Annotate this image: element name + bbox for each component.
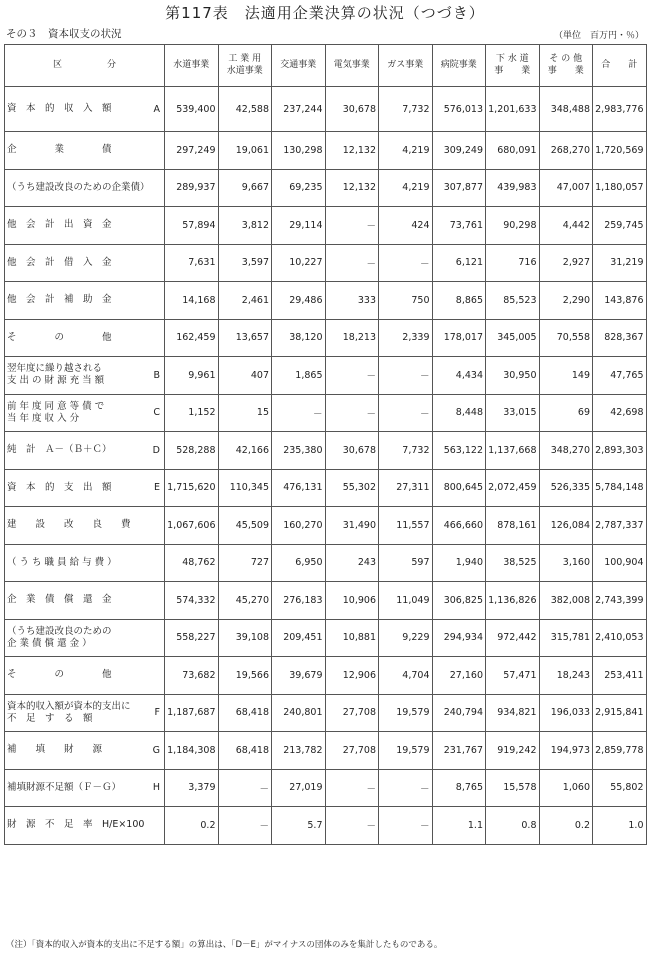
table-cell: 574,332	[165, 582, 219, 620]
table-cell: 2,339	[379, 319, 433, 357]
table-cell: 382,008	[539, 582, 593, 620]
table-cell: 1,184,308	[165, 732, 219, 770]
table-cell: －	[272, 394, 326, 432]
table-cell: 27,160	[432, 657, 486, 695]
table-cell: 73,682	[165, 657, 219, 695]
table-cell: 2,927	[539, 244, 593, 282]
header-column: そ の 他 事 業	[539, 45, 593, 87]
header-column: 電気事業	[325, 45, 379, 87]
table-cell: －	[218, 769, 272, 807]
table-cell: 919,242	[486, 732, 540, 770]
row-label	[5, 469, 165, 507]
row-code: E	[153, 482, 160, 494]
capital-balance-table	[4, 44, 647, 845]
row-label-text: 他 会 計 借 入 金	[7, 256, 112, 268]
table-cell: 30,950	[486, 357, 540, 395]
table-cell: 12,906	[325, 657, 379, 695]
row-label	[5, 694, 165, 732]
row-label-text: 前 年 度 同 意 等 債 で 当 年 度 収 入 分	[7, 400, 105, 424]
row-label	[5, 244, 165, 282]
row-label-text: 資 本 的 収 入 額	[7, 103, 112, 115]
row-label-text: 建 設 改 良 費	[7, 519, 131, 531]
table-cell: 42,698	[593, 394, 647, 432]
table-cell: 47,765	[593, 357, 647, 395]
header-column: 交通事業	[272, 45, 326, 87]
table-cell: 558,227	[165, 619, 219, 657]
table-row	[5, 432, 647, 470]
table-cell: 333	[325, 282, 379, 320]
table-cell: 934,821	[486, 694, 540, 732]
row-label	[5, 394, 165, 432]
table-cell: 309,249	[432, 132, 486, 170]
row-label-text: そ の 他	[7, 331, 112, 343]
table-cell: 716	[486, 244, 540, 282]
table-cell: 526,335	[539, 469, 593, 507]
table-row	[5, 507, 647, 545]
table-header-row	[5, 45, 647, 87]
table-cell: 4,219	[379, 132, 433, 170]
table-cell: －	[325, 807, 379, 845]
row-label	[5, 319, 165, 357]
row-label	[5, 544, 165, 582]
row-code: D	[152, 444, 160, 456]
table-cell: 7,732	[379, 432, 433, 470]
table-cell: 268,270	[539, 132, 593, 170]
table-row	[5, 282, 647, 320]
table-cell: 289,937	[165, 169, 219, 207]
table-cell: 2,743,399	[593, 582, 647, 620]
table-cell: 194,973	[539, 732, 593, 770]
table-cell: 27,708	[325, 694, 379, 732]
table-cell: 2,859,778	[593, 732, 647, 770]
table-cell: 15,578	[486, 769, 540, 807]
table-cell: 5.7	[272, 807, 326, 845]
row-label-text: （うち建設改良のための企業債）	[7, 181, 150, 193]
table-cell: 563,122	[432, 432, 486, 470]
table-cell: 7,631	[165, 244, 219, 282]
table-cell: 235,380	[272, 432, 326, 470]
table-row	[5, 87, 647, 132]
table-cell: 1.0	[593, 807, 647, 845]
table-cell: 10,227	[272, 244, 326, 282]
table-cell: 68,418	[218, 732, 272, 770]
table-cell: 48,762	[165, 544, 219, 582]
header-column: 合 計	[593, 45, 647, 87]
table-cell: 12,132	[325, 169, 379, 207]
table-cell: 727	[218, 544, 272, 582]
unit-label: （単位 百万円・％）	[553, 31, 644, 41]
table-cell: 828,367	[593, 319, 647, 357]
table-cell: 315,781	[539, 619, 593, 657]
table-cell: 9,229	[379, 619, 433, 657]
table-cell: 307,877	[432, 169, 486, 207]
table-cell: 1,060	[539, 769, 593, 807]
table-cell: 14,168	[165, 282, 219, 320]
table-cell: 345,005	[486, 319, 540, 357]
table-row	[5, 469, 647, 507]
table-cell: 31,219	[593, 244, 647, 282]
table-cell: 1,865	[272, 357, 326, 395]
table-cell: 297,249	[165, 132, 219, 170]
table-cell: 424	[379, 207, 433, 245]
table-cell: －	[379, 394, 433, 432]
table-cell: 4,704	[379, 657, 433, 695]
row-label	[5, 582, 165, 620]
table-cell: 15	[218, 394, 272, 432]
table-cell: 42,588	[218, 87, 272, 132]
table-cell: 1,152	[165, 394, 219, 432]
row-label-text: 財 源 不 足 率 H/E×100	[7, 819, 145, 831]
table-cell: 45,270	[218, 582, 272, 620]
table-cell: 253,411	[593, 657, 647, 695]
table-cell: 18,213	[325, 319, 379, 357]
table-cell: 38,120	[272, 319, 326, 357]
table-row	[5, 732, 647, 770]
table-cell: 5,784,148	[593, 469, 647, 507]
table-row	[5, 694, 647, 732]
table-cell: 196,033	[539, 694, 593, 732]
table-cell: 2,983,776	[593, 87, 647, 132]
row-label	[5, 769, 165, 807]
table-cell: 528,288	[165, 432, 219, 470]
header-column: 工 業 用 水道事業	[218, 45, 272, 87]
table-cell: 1,067,606	[165, 507, 219, 545]
table-cell: 3,597	[218, 244, 272, 282]
table-cell: 19,061	[218, 132, 272, 170]
table-row	[5, 769, 647, 807]
table-cell: 69,235	[272, 169, 326, 207]
table-cell: －	[325, 207, 379, 245]
row-label-text: （うち建設改良のための 企 業 債 償 還 金 ）	[7, 625, 112, 649]
table-cell: 12,132	[325, 132, 379, 170]
table-cell: 0.2	[165, 807, 219, 845]
table-cell: 18,243	[539, 657, 593, 695]
table-cell: 2,072,459	[486, 469, 540, 507]
row-label-text: 純 計 Ａ－（Ｂ＋Ｃ）	[7, 444, 112, 456]
row-label-text: そ の 他	[7, 669, 112, 681]
table-row	[5, 582, 647, 620]
header-column: 水道事業	[165, 45, 219, 87]
table-cell: 1,940	[432, 544, 486, 582]
table-cell: 57,471	[486, 657, 540, 695]
row-label	[5, 432, 165, 470]
table-cell: 4,434	[432, 357, 486, 395]
table-cell: －	[325, 769, 379, 807]
table-cell: 2,410,053	[593, 619, 647, 657]
table-cell: 1,180,057	[593, 169, 647, 207]
table-cell: 800,645	[432, 469, 486, 507]
table-cell: 3,379	[165, 769, 219, 807]
row-label	[5, 207, 165, 245]
table-cell: 149	[539, 357, 593, 395]
table-cell: 597	[379, 544, 433, 582]
table-cell: 19,579	[379, 694, 433, 732]
table-cell: 1.1	[432, 807, 486, 845]
table-row	[5, 544, 647, 582]
table-cell: 243	[325, 544, 379, 582]
table-cell: 110,345	[218, 469, 272, 507]
row-label-text: 他 会 計 補 助 金	[7, 294, 112, 306]
table-cell: 30,678	[325, 87, 379, 132]
table-cell: 576,013	[432, 87, 486, 132]
table-cell: 348,270	[539, 432, 593, 470]
table-cell: 70,558	[539, 319, 593, 357]
row-label-text: 他 会 計 出 資 金	[7, 219, 112, 231]
table-cell: 231,767	[432, 732, 486, 770]
table-row	[5, 244, 647, 282]
table-cell: 878,161	[486, 507, 540, 545]
table-cell: 8,865	[432, 282, 486, 320]
table-cell: 31,490	[325, 507, 379, 545]
table-cell: 294,934	[432, 619, 486, 657]
table-cell: 27,708	[325, 732, 379, 770]
table-cell: 237,244	[272, 87, 326, 132]
table-cell: 240,794	[432, 694, 486, 732]
table-row	[5, 169, 647, 207]
table-cell: 69	[539, 394, 593, 432]
table-cell: 11,557	[379, 507, 433, 545]
table-cell: 259,745	[593, 207, 647, 245]
table-cell: 11,049	[379, 582, 433, 620]
table-cell: 1,715,620	[165, 469, 219, 507]
table-cell: 8,448	[432, 394, 486, 432]
table-cell: 1,136,826	[486, 582, 540, 620]
table-cell: 4,219	[379, 169, 433, 207]
table-cell: －	[379, 807, 433, 845]
table-cell: 39,108	[218, 619, 272, 657]
table-cell: 0.2	[539, 807, 593, 845]
table-cell: 27,019	[272, 769, 326, 807]
table-row	[5, 807, 647, 845]
table-cell: 2,290	[539, 282, 593, 320]
table-cell: 33,015	[486, 394, 540, 432]
table-cell: －	[325, 394, 379, 432]
row-label	[5, 357, 165, 395]
table-cell: －	[325, 244, 379, 282]
table-cell: 750	[379, 282, 433, 320]
row-label	[5, 619, 165, 657]
table-cell: 0.8	[486, 807, 540, 845]
table-cell: 126,084	[539, 507, 593, 545]
table-cell: 407	[218, 357, 272, 395]
table-cell: 13,657	[218, 319, 272, 357]
table-cell: 7,732	[379, 87, 433, 132]
row-code: C	[153, 407, 160, 419]
table-cell: 85,523	[486, 282, 540, 320]
table-row	[5, 394, 647, 432]
table-cell: 476,131	[272, 469, 326, 507]
row-label	[5, 507, 165, 545]
table-cell: 276,183	[272, 582, 326, 620]
table-cell: 57,894	[165, 207, 219, 245]
table-cell: 178,017	[432, 319, 486, 357]
table-cell: 143,876	[593, 282, 647, 320]
table-cell: 10,881	[325, 619, 379, 657]
table-row	[5, 319, 647, 357]
table-cell: 27,311	[379, 469, 433, 507]
table-cell: 3,812	[218, 207, 272, 245]
row-label	[5, 87, 165, 132]
table-cell: －	[379, 357, 433, 395]
table-cell: －	[325, 357, 379, 395]
header-column: ガス事業	[379, 45, 433, 87]
table-cell: 240,801	[272, 694, 326, 732]
header-category: 区 分	[5, 45, 165, 87]
row-label	[5, 169, 165, 207]
row-label	[5, 282, 165, 320]
table-cell: 9,961	[165, 357, 219, 395]
row-label	[5, 732, 165, 770]
table-cell: 6,121	[432, 244, 486, 282]
table-row	[5, 357, 647, 395]
row-label	[5, 657, 165, 695]
row-label-text: 翌年度に繰り越される 支 出 の 財 源 充 当 額	[7, 363, 105, 387]
table-cell: 972,442	[486, 619, 540, 657]
table-cell: 162,459	[165, 319, 219, 357]
table-cell: 90,298	[486, 207, 540, 245]
table-cell: 2,461	[218, 282, 272, 320]
row-code: F	[154, 707, 160, 719]
table-row	[5, 132, 647, 170]
table-cell: －	[379, 769, 433, 807]
table-cell: 2,915,841	[593, 694, 647, 732]
table-cell: 2,787,337	[593, 507, 647, 545]
row-code: H	[152, 782, 160, 794]
table-cell: 55,302	[325, 469, 379, 507]
table-cell: －	[379, 244, 433, 282]
table-cell: 55,802	[593, 769, 647, 807]
row-label-text: 企 業 債	[7, 144, 112, 156]
table-cell: 130,298	[272, 132, 326, 170]
table-cell: 19,579	[379, 732, 433, 770]
row-code: G	[152, 744, 160, 756]
table-cell: 100,904	[593, 544, 647, 582]
table-cell: 3,160	[539, 544, 593, 582]
table-cell: 6,950	[272, 544, 326, 582]
table-row	[5, 207, 647, 245]
table-cell: 348,488	[539, 87, 593, 132]
table-cell: 73,761	[432, 207, 486, 245]
table-cell: 160,270	[272, 507, 326, 545]
table-cell: 30,678	[325, 432, 379, 470]
table-cell: 29,486	[272, 282, 326, 320]
table-cell: 680,091	[486, 132, 540, 170]
table-cell: 1,187,687	[165, 694, 219, 732]
table-cell: 1,201,633	[486, 87, 540, 132]
footnote: （注）「資本的収入が資本的支出に不足する額」の算出は、「D－E」がマイナスの団体のみを集計したものである。	[6, 940, 443, 950]
row-label	[5, 132, 165, 170]
row-code: A	[153, 103, 160, 115]
table-cell: 8,765	[432, 769, 486, 807]
row-code: B	[153, 369, 160, 381]
row-label	[5, 807, 165, 845]
row-label-text: 補填財源不足額（Ｆ－Ｇ）	[7, 781, 122, 793]
table-cell: 4,442	[539, 207, 593, 245]
table-cell: 1,720,569	[593, 132, 647, 170]
table-cell: 539,400	[165, 87, 219, 132]
row-label-text: 補 填 財 源	[7, 744, 103, 756]
table-cell: －	[218, 807, 272, 845]
header-column: 病院事業	[432, 45, 486, 87]
table-cell: 9,667	[218, 169, 272, 207]
row-label-text: 企 業 債 償 還 金	[7, 594, 112, 606]
table-cell: 10,906	[325, 582, 379, 620]
row-label-text: （ う ち 職 員 給 与 費 ）	[7, 556, 117, 568]
table-cell: 42,166	[218, 432, 272, 470]
table-cell: 38,525	[486, 544, 540, 582]
table-row	[5, 657, 647, 695]
row-label-text: 資本的収入額が資本的支出に 不 足 す る 額	[7, 700, 131, 724]
section-subtitle: その３ 資本収支の状況	[6, 28, 122, 40]
table-cell: 45,509	[218, 507, 272, 545]
header-column: 下 水 道 事 業	[486, 45, 540, 87]
page-title: 第117表 法適用企業決算の状況（つづき）	[165, 4, 485, 22]
table-cell: 19,566	[218, 657, 272, 695]
table-cell: 209,451	[272, 619, 326, 657]
table-cell: 39,679	[272, 657, 326, 695]
table-cell: 68,418	[218, 694, 272, 732]
table-cell: 306,825	[432, 582, 486, 620]
table-cell: 466,660	[432, 507, 486, 545]
table-cell: 29,114	[272, 207, 326, 245]
table-cell: 1,137,668	[486, 432, 540, 470]
table-cell: 213,782	[272, 732, 326, 770]
row-label-text: 資 本 的 支 出 額	[7, 481, 112, 493]
table-cell: 2,893,303	[593, 432, 647, 470]
table-row	[5, 619, 647, 657]
table-cell: 439,983	[486, 169, 540, 207]
table-cell: 47,007	[539, 169, 593, 207]
